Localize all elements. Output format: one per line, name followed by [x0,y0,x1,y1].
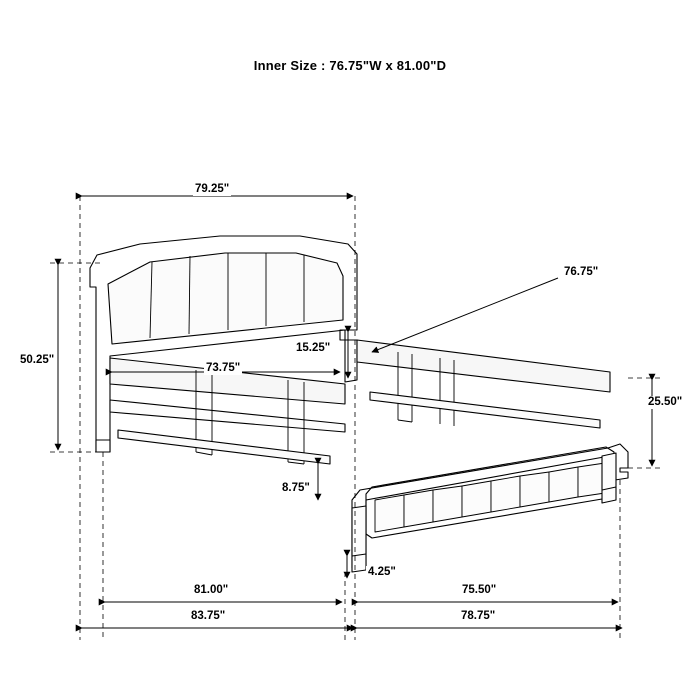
side-rail-lower [110,400,345,432]
footboard-leg-left [352,506,366,572]
dim-label-footboard-width-inner: 75.50" [462,584,497,596]
dim-label-footboard-height: 25.50" [648,396,683,408]
dim-label-footboard-width-outer: 78.75" [461,610,496,622]
dim-label-headboard-height-total: 50.25" [20,354,55,366]
dim-label-frame-length-outer: 83.75" [191,610,226,622]
dim-label-headboard-panel-width: 73.75" [206,362,241,374]
headboard-post-foot [96,440,110,452]
leader-76-75 [372,278,558,352]
dim-label-footboard-leg-height: 4.25" [368,566,396,578]
footboard-leg-right [602,453,616,503]
dim-label-frame-length-inner: 81.00" [194,584,229,596]
dim-label-headboard-lower-height: 15.25" [296,342,331,354]
dim-label-slat-clearance: 8.75" [282,482,310,494]
dim-label-interior-depth: 76.75" [564,266,599,278]
page-title: Inner Size : 76.75"W x 81.00"D [253,58,447,73]
center-support-beam-far [370,392,600,428]
dim-label-headboard-width: 79.25" [195,183,230,195]
center-support-beam [118,430,330,464]
side-rail-far [357,340,610,392]
bed-geometry [90,236,700,572]
